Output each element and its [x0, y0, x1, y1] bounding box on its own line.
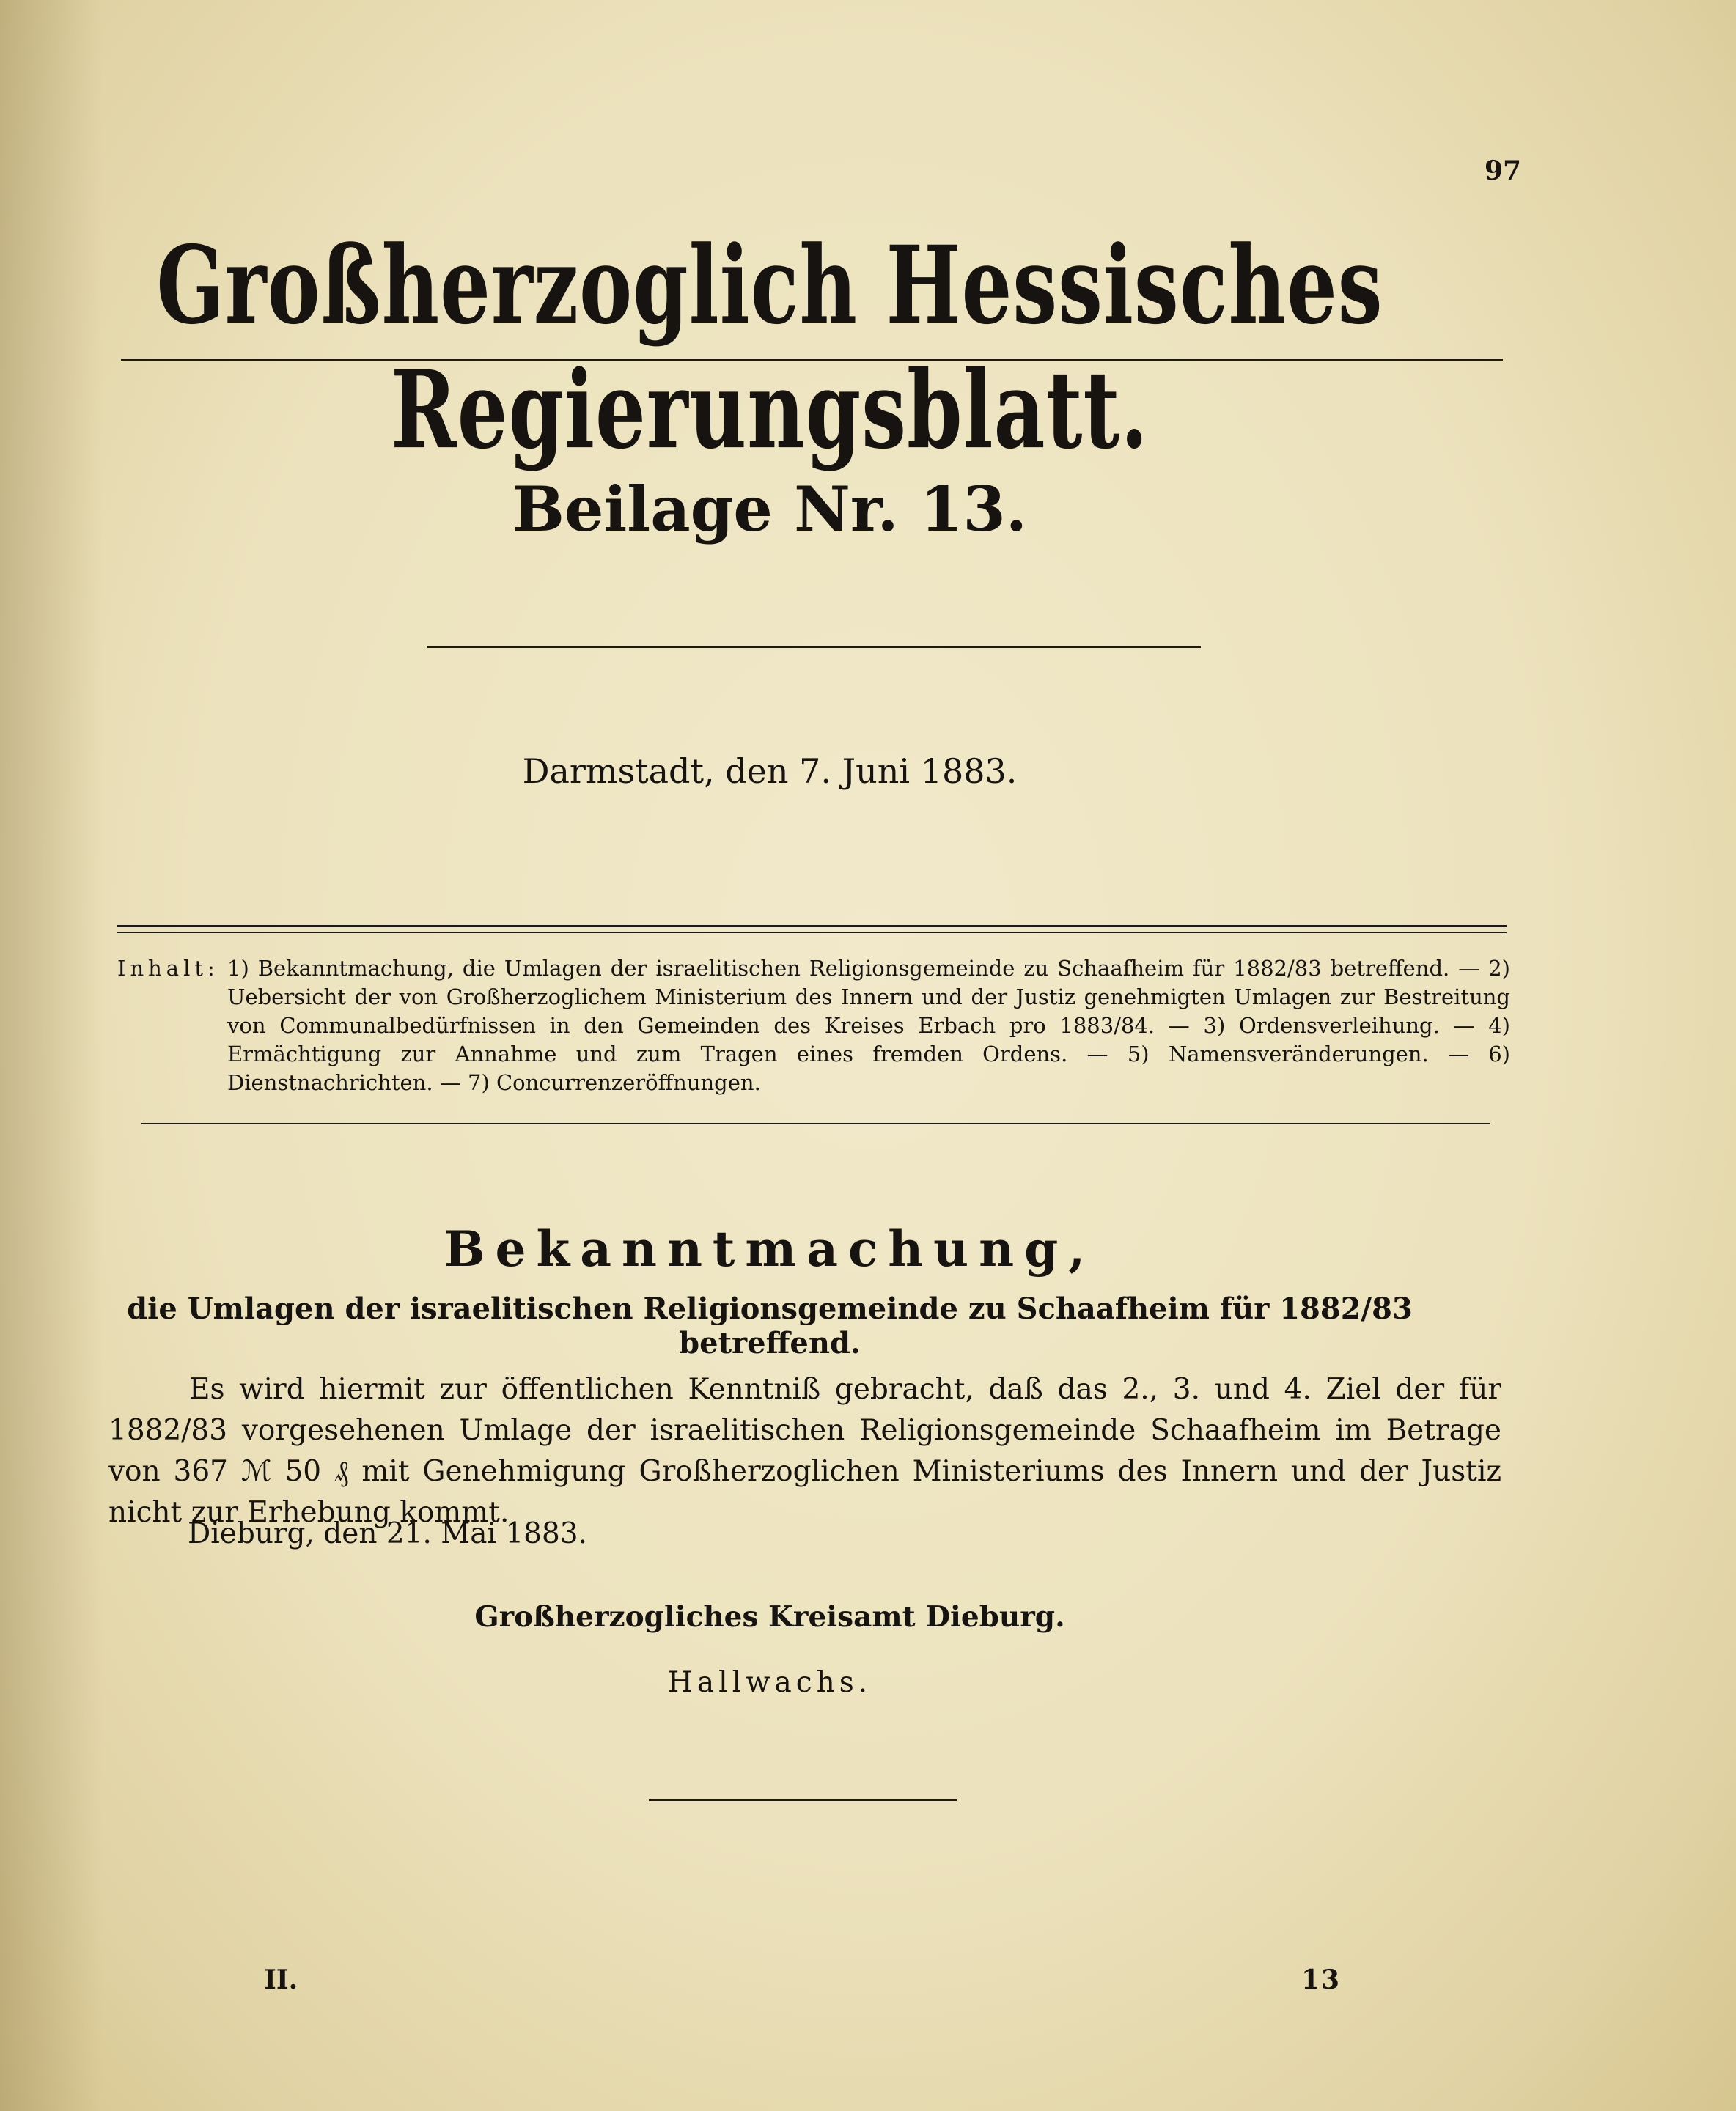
page-edge-shadow [0, 0, 103, 2111]
announcement-body-text: Es wird hiermit zur öffentlichen Kenntniß gebracht, daß das 2., 3. und 4. Ziel der für 1882/83 vorgesehenen Umlage der israelitischen Religionsgemeinde Schaafheim im Betrage von 367 ℳ 50 ₰ mit Genehmigung Großherzoglichen Ministeriums des Innern und der Justiz nicht zur Erhebung kommt. [108, 1373, 1501, 1529]
footer-signature-mark: II. [264, 1964, 298, 1995]
signature: Hallwachs. [667, 1666, 872, 1699]
masthead-rule [121, 359, 1503, 361]
supplement-number: Beilage Nr. 13. [512, 473, 1028, 545]
contents-items: 1) Bekanntmachung, die Umlagen der israelitischen Religionsgemeinde zu Schaafheim für 1882/83 betreffend. — 2) Uebersicht der von Großherzoglichem Ministerium des Innern und der Justiz genehmigten Umlagen zur Bestreitung von Communalbedürfnissen in den Gemeinden des Kreises Erbach pro 1883/84. — 3) Ordensverleihung. — 4) Ermächtigung zur Annahme und zum Tragen eines fremden Ordens. — 5) Namensveränderungen. — 6) Dienstnachrichten. — 7) Concurrenzeröffnungen. [227, 956, 1510, 1095]
contents-bottom-rule [141, 1123, 1490, 1124]
issuing-authority: Großherzogliches Kreisamt Dieburg. [474, 1600, 1065, 1634]
closing-rule [649, 1799, 957, 1801]
announcement-body [108, 1369, 1501, 1533]
place-and-date: Dieburg, den 21. Mai 1883. [188, 1517, 587, 1550]
announcement-subheading: die Umlagen der israelitischen Religionsgemeinde zu Schaafheim für 1882/83 betreffend. [127, 1292, 1413, 1360]
table-of-contents [117, 954, 1510, 1097]
footer-sheet-number: 13 [1301, 1964, 1342, 1995]
contents-top-rule [117, 925, 1507, 927]
masthead-title: Großherzoglich Hessisches Regierungsblatt. [156, 224, 1383, 474]
announcement-heading: Bekanntmachung, [444, 1220, 1096, 1278]
supplement-rule [427, 646, 1201, 648]
contents-label: Inhalt: [117, 956, 219, 981]
page-number: 97 [1484, 155, 1522, 186]
date-line: Darmstadt, den 7. Juni 1883. [522, 751, 1018, 791]
